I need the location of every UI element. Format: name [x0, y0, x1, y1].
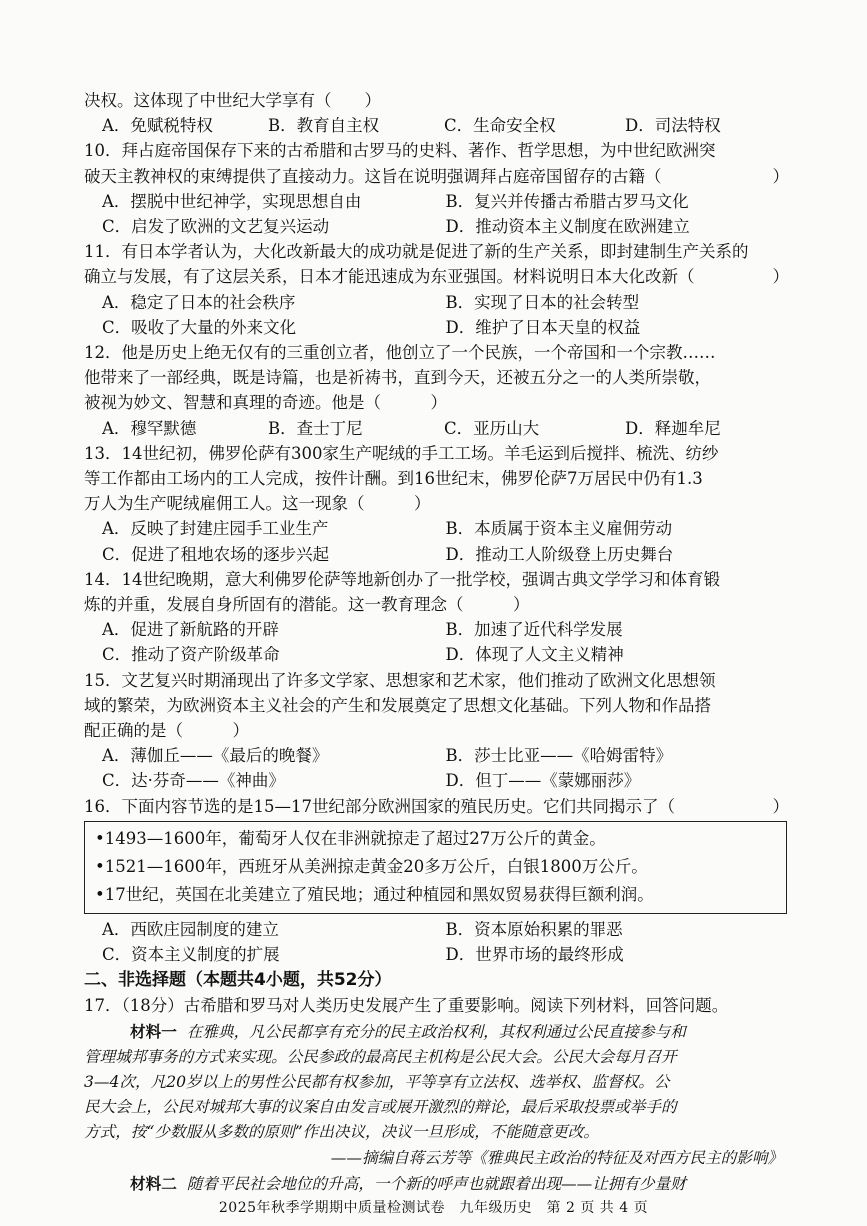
option-a[interactable]: A．摆脱中世纪神学，实现思想自由 [102, 191, 362, 211]
option-b[interactable]: B．教育自主权 [268, 116, 380, 136]
material-1-label: 材料一 [130, 1021, 177, 1041]
question-16-stem-row [84, 794, 789, 819]
question-9-options [84, 113, 789, 138]
material-1-line: 民大会上，公民对城邦大事的议案自由发言或展开激烈的辩论，最后采取投票或举手的 [84, 1098, 677, 1117]
option-c[interactable]: C．吸收了大量的外来文化 [102, 317, 297, 337]
question-11-options [84, 315, 789, 340]
material-box [84, 821, 787, 914]
answer-bracket-end: ） [772, 796, 789, 816]
question-15-stem-line: 配正确的是（ ） [84, 721, 249, 741]
option-b[interactable]: B．本质属于资本主义雇佣劳动 [445, 519, 673, 539]
question-12-stem-line: 被视为妙文、智慧和真理的奇迹。他是（ ） [84, 393, 447, 413]
material-1-line: 管理城邦事务的方式来实现。公民参政的最高民主机构是公民大会。公民大会每月召开 [84, 1047, 677, 1066]
option-b[interactable]: B．资本原始积累的罪恶 [445, 919, 623, 939]
question-15-options [84, 743, 789, 768]
answer-bracket-end: ） [772, 166, 789, 186]
question-13-options [84, 516, 789, 541]
option-c[interactable]: C．推动了资产阶级革命 [102, 645, 280, 665]
option-d[interactable]: D．但丁——《蒙娜丽莎》 [445, 771, 641, 791]
material-1-citation: ——摘编自蒋云芳等《雅典民主政治的特征及对西方民主的影响》 [330, 1148, 783, 1167]
option-d[interactable]: D．推动工人阶级登上历史舞台 [445, 544, 674, 564]
option-b[interactable]: B．加速了近代科学发展 [445, 620, 623, 640]
question-10-stem-line: 破天主教神权的束缚提供了直接动力。这旨在说明强调拜占庭帝国留存的古籍（ [84, 166, 662, 186]
option-a[interactable]: A．薄伽丘——《最后的晚餐》 [102, 746, 329, 766]
material-bullet: •17世纪，英国在北美建立了殖民地；通过种植园和黑奴贸易获得巨额利润。 [95, 884, 654, 904]
section-heading: 二、非选择题（本题共4小题，共52分） [84, 970, 392, 991]
answer-bracket-end: ） [772, 267, 789, 287]
question-14-stem-line: 炼的并重，发展自身所固有的潜能。这一教育理念（ ） [84, 595, 530, 615]
page-footer: 2025年秋季学期期中质量检测试卷 九年级历史 第 2 页 共 4 页 [218, 1200, 649, 1216]
option-d[interactable]: D．司法特权 [625, 116, 721, 136]
option-d[interactable]: D．推动资本主义制度在欧洲建立 [445, 217, 690, 237]
question-14-stem-line: 14．14世纪晚期，意大利佛罗伦萨等地新创办了一批学校，强调古典文学学习和体育锻 [84, 569, 720, 589]
material-bullet: •1521—1600年，西班牙从美洲掠走黄金20多万公斤，白银1800万公斤。 [95, 856, 648, 876]
option-a[interactable]: A．反映了封建庄园手工业生产 [102, 519, 329, 539]
material-2-label: 材料二 [130, 1173, 177, 1193]
question-11-stem-row [84, 264, 789, 289]
option-a[interactable]: A．促进了新航路的开辟 [102, 620, 279, 640]
question-12-options [84, 416, 789, 441]
option-c[interactable]: C．生命安全权 [444, 116, 556, 136]
material-2-first-line [84, 1171, 789, 1197]
material-1-first-line [84, 1019, 789, 1045]
question-9-stem: 决权。这体现了中世纪大学享有（ ） [84, 91, 381, 110]
question-10-stem-line: 10．拜占庭帝国保存下来的古希腊和古罗马的史料、著作、哲学思想，为中世纪欧洲突 [84, 141, 716, 161]
option-b[interactable]: B．实现了日本的社会转型 [445, 292, 640, 312]
option-a[interactable]: A．稳定了日本的社会秩序 [102, 292, 296, 312]
question-11-stem-line: 11．有日本学者认为，大化改新最大的成功就是促进了新的生产关系，即封建制生产关系的 [84, 242, 749, 262]
question-14-options [84, 642, 789, 667]
question-16-options [84, 917, 789, 942]
option-d[interactable]: D．体现了人文主义精神 [445, 645, 624, 665]
material-1-line: 3—4次，凡20岁以上的男性公民都有权参加，平等享有立法权、选举权、监督权。公 [84, 1072, 670, 1091]
question-16-options [84, 942, 789, 967]
question-13-stem-line: 万人为生产呢绒雇佣工人。这一现象（ ） [84, 494, 431, 514]
option-a[interactable]: A．免赋税特权 [102, 116, 213, 136]
option-a[interactable]: A．西欧庄园制度的建立 [102, 919, 279, 939]
question-14-options [84, 617, 789, 642]
question-12-stem-line: 12．他是历史上绝无仅有的三重创立者，他创立了一个民族，一个帝国和一个宗教…… [84, 343, 716, 363]
material-2-text: 随着平民社会地位的升高，一个新的呼声也就跟着出现——让拥有少量财 [186, 1174, 686, 1193]
question-12-stem-line: 他带来了一部经典，既是诗篇，也是祈祷书，直到今天，还被五分之一的人类所崇敬， [84, 368, 711, 388]
option-a[interactable]: A．穆罕默德 [102, 418, 197, 438]
question-17-stem: 17．（18分）古希腊和罗马对人类历史发展产生了重要影响。阅读下列材料，回答问题。 [84, 996, 729, 1016]
option-b[interactable]: B．莎士比亚——《哈姆雷特》 [445, 746, 673, 766]
question-15-stem-line: 15．文艺复兴时期涌现出了许多文学家、思想家和艺术家，他们推动了欧洲文化思想领 [84, 670, 716, 690]
option-b[interactable]: B．查士丁尼 [268, 418, 363, 438]
question-16-stem: 16．下面内容节选的是15—17世纪部分欧洲国家的殖民历史。它们共同揭示了（ [84, 796, 675, 816]
option-c[interactable]: C．亚历山大 [444, 418, 540, 438]
material-1-line: 方式，按“少数服从多数的原则”作出决议，决议一旦形成，不能随意更改。 [84, 1123, 599, 1142]
question-15-options [84, 768, 789, 793]
question-10-options [84, 214, 789, 239]
question-11-options [84, 290, 789, 315]
question-13-stem-line: 13．14世纪初，佛罗伦萨有300家生产呢绒的手工工场。羊毛运到后搅拌、梳洗、纺纱 [84, 443, 719, 463]
question-13-stem-line: 等工作都由工场内的工人完成，按件计酬。到16世纪末，佛罗伦萨7万居民中仍有1.3 [84, 469, 703, 489]
option-b[interactable]: B．复兴并传播古希腊古罗马文化 [445, 191, 689, 211]
question-15-stem-line: 域的繁荣，为欧洲资本主义社会的产生和发展奠定了思想文化基础。下列人物和作品搭 [84, 695, 711, 715]
option-c[interactable]: C．资本主义制度的扩展 [102, 945, 280, 965]
question-10-options [84, 189, 789, 214]
material-1-text: 在雅典，凡公民都享有充分的民主政治权利，其权利通过公民直接参与和 [186, 1022, 686, 1041]
option-c[interactable]: C．促进了租地农场的逐步兴起 [102, 544, 330, 564]
material-bullet: •1493—1600年，葡萄牙人仅在非洲就掠走了超过27万公斤的黄金。 [95, 828, 606, 848]
option-d[interactable]: D．维护了日本天皇的权益 [445, 317, 641, 337]
option-c[interactable]: C．达·芬奇——《神曲》 [102, 771, 285, 791]
question-11-stem-line: 确立与发展，有了这层关系，日本才能迅速成为东亚强国。材料说明日本大化改新（ [84, 267, 695, 287]
option-c[interactable]: C．启发了欧洲的文艺复兴运动 [102, 217, 330, 237]
option-d[interactable]: D．世界市场的最终形成 [445, 945, 624, 965]
question-10-stem-row [84, 164, 789, 189]
option-d[interactable]: D．释迦牟尼 [625, 418, 721, 438]
question-13-options [84, 542, 789, 567]
